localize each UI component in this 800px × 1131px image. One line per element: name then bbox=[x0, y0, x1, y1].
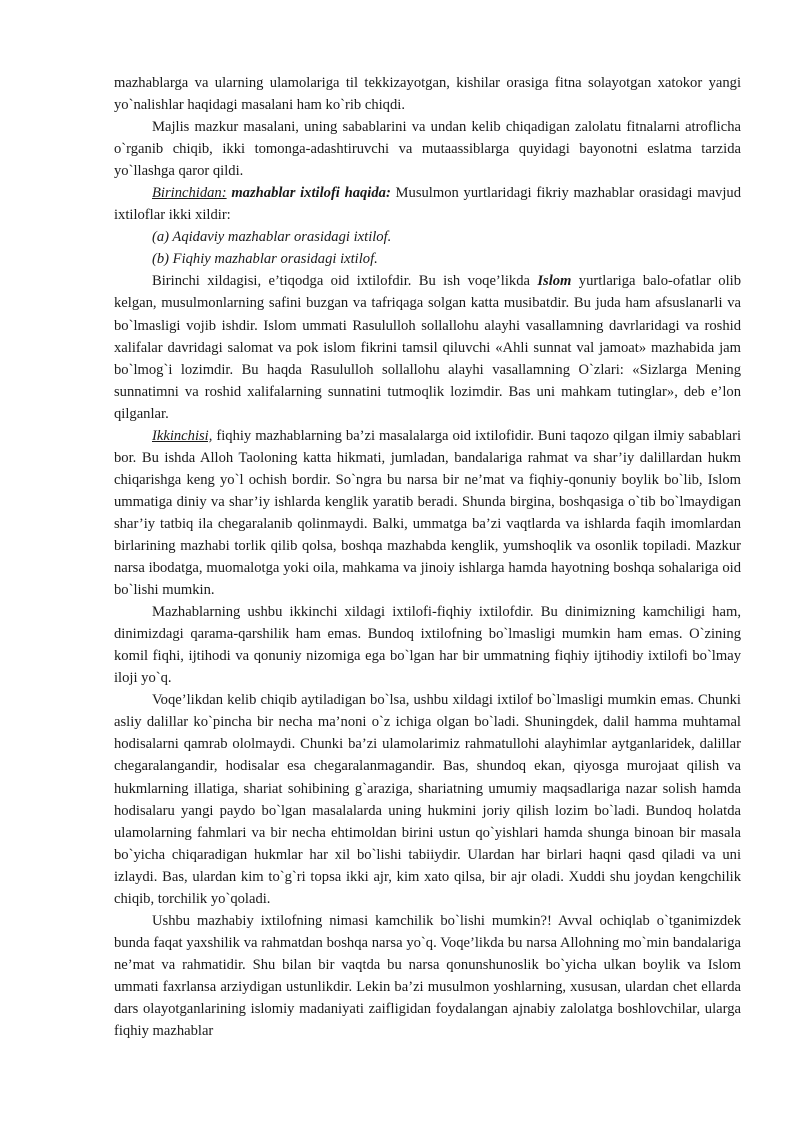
paragraph-6: Mazhablarning ushbu ikkinchi xildagi ixtilofi-fiqhiy ixtilofdir. Bu dinimizning kamchiligi ham, dinimizdagi qarama-qarshilik ham emas. Bundoq ixtilofning bo`lmasligi mumkin ham emas. O`zining komil fiqhi, ijtihodi va qonuniy nizomiga ega bo`lgan har bir ummatning fiqhiy ijtihodiy ixtilofi bo`lmay iloji yo`q. bbox=[114, 604, 741, 687]
list-item-b: (b) Fiqhiy mazhablar orasidagi ixtilof. bbox=[152, 251, 378, 268]
document-page bbox=[114, 72, 741, 1042]
emphasis-islom: Islom bbox=[537, 273, 572, 290]
paragraph-3 bbox=[114, 182, 741, 226]
paragraph-4-start: Birinchi xildagisi, e’tiqodga oid ixtilofdir. Bu ish voqe’likda bbox=[152, 273, 538, 290]
paragraph-8: Ushbu mazhabiy ixtilofning nimasi kamchilik bo`lishi mumkin?! Avval ochiqlab o`tganimizdek bunda faqat yaxshilik va rahmatdan boshqa narsa yo`q. Voqe’likda bu narsa Allohning mo`min bandalariga ne’mat va rahmatidir. Shu bilan bir vaqtda bu narsa qonunshunoslik bo`yicha ulkan boylik va Islom ummati faxrlansa arziydigan ustunlikdir. Lekin ba’zi musulmon yoshlarning, xususan, ulardan chet ellarda dars olayotganlarining islomiy madaniyati zaifligidan foydalangan ajnabiy zalolatga boshlovchilar, ularga fiqhiy mazhablar bbox=[114, 912, 741, 1040]
paragraph-2: Majlis mazkur masalani, uning sabablarini va undan kelib chiqadigan zalolatu fitnalarni atroflicha o`rganib chiqib, ikki tomonga-adashtiruvchi va mutaassiblarga quyidagi bayonotni eslatma tarzida yo`llashga qaror qildi. bbox=[114, 119, 741, 180]
section-label-first: Birinchidan: bbox=[152, 185, 227, 202]
paragraph-4 bbox=[114, 270, 741, 424]
paragraph-7: Voqe’likdan kelib chiqib aytiladigan bo`lsa, ushbu xildagi ixtilof bo`lmasligi mumkin emas. Chunki asliy dalillar ko`pincha bir necha ma’noni o`z ichiga olgan bo`ladi. Shuningdek, dalil hamma muhtamal hodisalarni qamrab ololmaydi. Chunki ba’zi ulamolarimiz rahmatullohi alayhimlar aytganlaridek, dalillar chegaralangandir, hodisalar esa chegaralanmagandir. Bas, shundoq ekan, qiyosga murojaat qilish va hukmlarning illatiga, shariat sohibining g`araziga, shariatning umumiy maqsadlariga nazar solish hamda hodisalaru yangi paydo bo`lgan masalalarda uning hukmini joriy qilish lozim bo`ladi. Bundoq holatda ulamolarning fahmlari va bir necha ehtimoldan birini ustun qo`yishlari hamda shunga binoan bir masala bo`yicha chiqaradigan hukmlar har xil bo`lishi tabiiydir. Ulardan har birlari haqni qasd qiladi va uni izlaydi. Bas, ulardan kim to`g`ri topsa ikki ajr, kim xato qilsa, bir ajr oladi. Xuddi shu joydan kengchilik chiqib, torchilik yo`qoladi. bbox=[114, 692, 741, 907]
section-heading-first: mazhablar ixtilofi haqida: bbox=[231, 185, 391, 202]
paragraph-5 bbox=[114, 425, 741, 601]
paragraph-1: mazhablarga va ularning ulamolariga til tekkizayotgan, kishilar orasiga fitna solayotgan xatokor yangi yo`nalishlar haqidagi masalani ham ko`rib chiqdi. bbox=[114, 75, 741, 114]
paragraph-5-text: fiqhiy mazhablarning ba’zi masalalarga oid ixtilofidir. Buni taqozo qilgan ilmiy sabablari bor. Bu ishda Alloh Taoloning katta hikmati, jumladan, bandalariga rahmat va shar’iy dalillardan hukm chiqarishga keng yo`l ochish bordir. So`ngra bu narsa bir ne’mat va fiqhiy-qonuniy boylik bo`lib, Islom ummatiga diniy va shar’iy ishlarda kenglik yaratib beradi. Shunda birgina, boshqasiga o`tib bo`lmaydigan shar’iy tatbiq ila chegaralanib qolinmaydi. Balki, ummatga ba’zi vaqtlarda va ishlarda faqih imomlardan birlarining mazhabi torlik qilib qolsa, boshqa mazhabda kenglik, yumshoqlik va osonlik topiladi. Mazkur narsa ibodatga, muomalotga yoki oila, mahkama va jinoiy ishlarga hamda hayotning boshqa sohalariga oid bo`lishi mumkin. bbox=[114, 427, 741, 599]
section-label-second: Ikkinchisi, bbox=[152, 427, 213, 444]
paragraph-4-text: yurtlariga balo-ofatlar olib kelgan, musulmonlarning safini buzgan va tafriqaga solgan katta musibatdir. Bu juda ham afsuslanarli va bo`lmasligi vojib ishdir. Islom ummati Rasululloh sollallohu alayhi vasallamning davrlaridagi va roshid xalifalar davridagi salomat va pok islom fikrini tamsil qiluvchi «Ahli sunnat val jamoat» mazhabida jam bo`lmog`i lozimdir. Bu haqda Rasululloh sollallohu alayhi vasallamning O`zlari: «Sizlarga Mening sunnatimni va roshid xalifalarning sunnatini tutmoqlik lozimdir. Bas uni mahkam tutinglar», deb e’lon qilganlar. bbox=[114, 273, 741, 422]
list-item-a: (a) Aqidaviy mazhablar orasidagi ixtilof. bbox=[152, 229, 392, 246]
paragraph-3-text: Musulmon yurtlaridagi fikriy mazhablar orasidagi mavjud ixtiloflar ikki xildir: bbox=[114, 185, 741, 224]
